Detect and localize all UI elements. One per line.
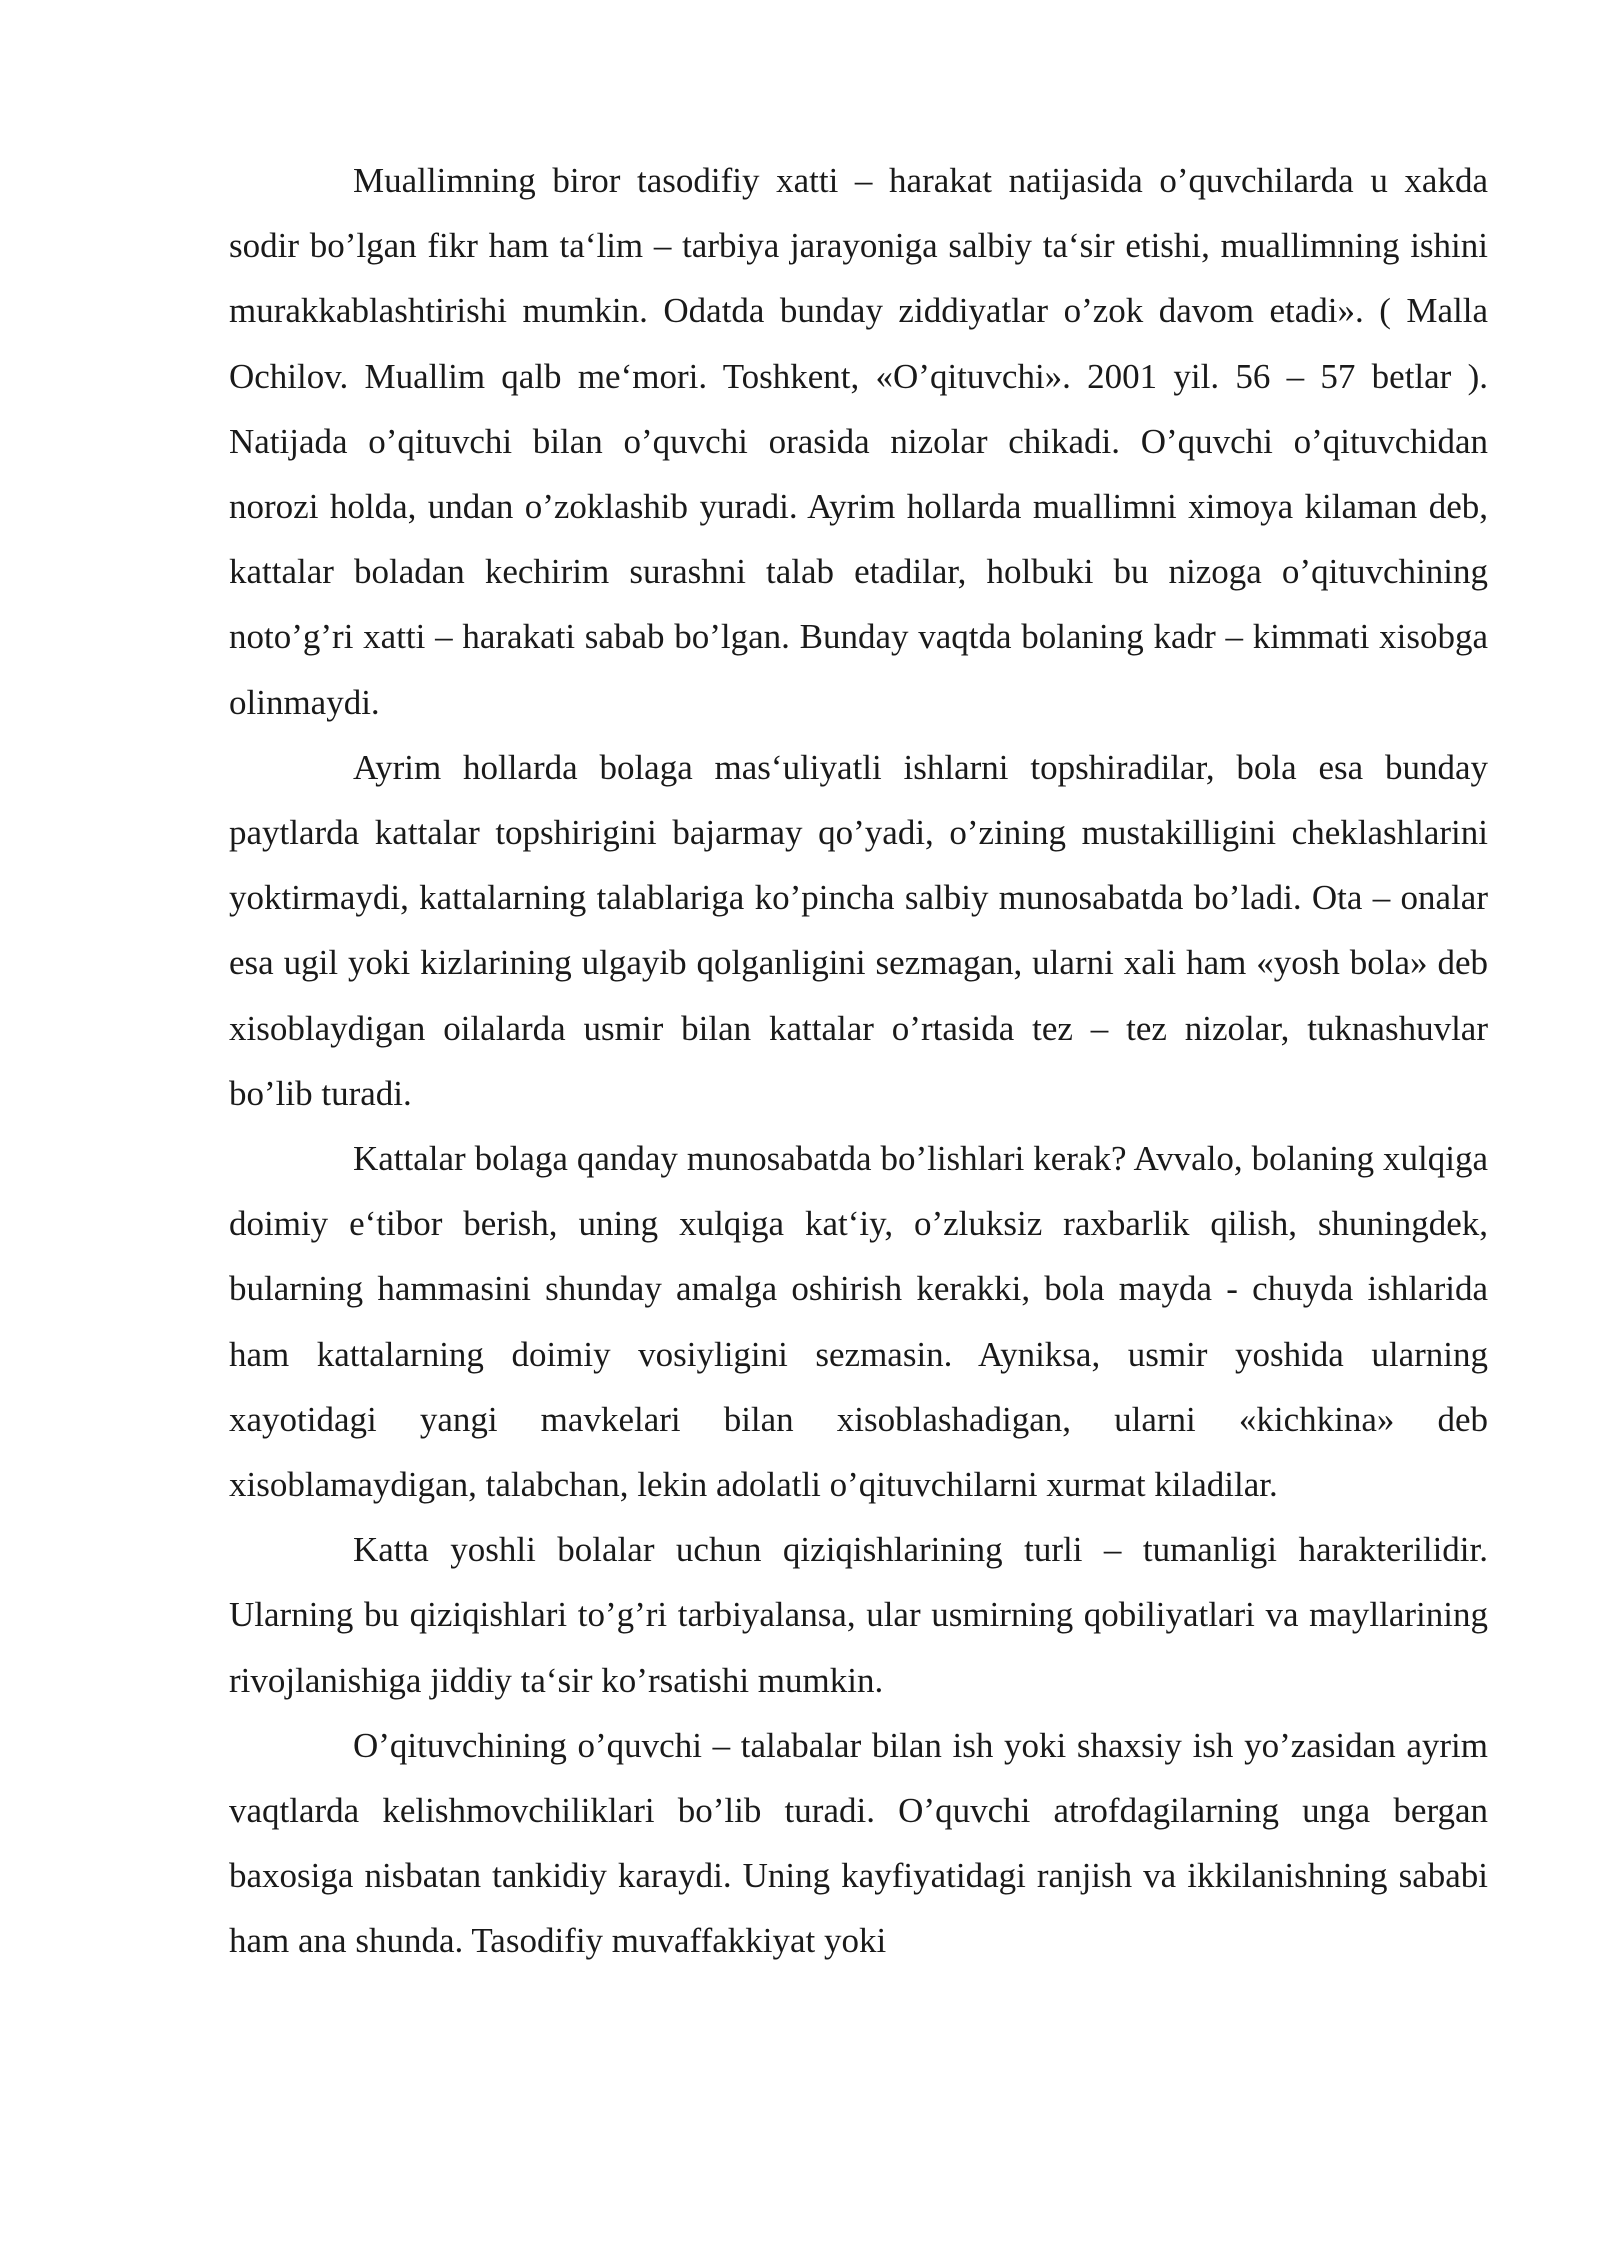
paragraph-4: Katta yoshli bolalar uchun qiziqishlarining turli – tumanligi harakterilidir. Ularning bu qiziqishlari to’g’ri tarbiyalansa, ular usmirning qobiliyatlari va mayllarining rivojlanishiga jiddiy ta‘sir ko’rsatishi mumkin. [229, 1530, 1488, 1700]
paragraph-5: O’qituvchining o’quvchi – talabalar bilan ish yoki shaxsiy ish yo’zasidan ayrim vaqtlarda kelishmovchiliklari bo’lib turadi. O’quvchi atrofdagilarning unga bergan baxosiga nisbatan tankidiy karaydi. Uning kayfiyatidagi ranjish va ikkilanishning sababi ham ana shunda. Tasodifiy muvaffakkiyat yoki [229, 1725, 1488, 1961]
paragraph-2: Ayrim hollarda bolaga mas‘uliyatli ishlarni topshiradilar, bola esa bunday paytlarda kattalar topshirigini bajarmay qo’yadi, o’zining mustakilligini cheklashlarini yoktirmaydi, kattalarning talablariga ko’pincha salbiy munosabatda bo’ladi. Ota – onalar esa ugil yoki kizlarining ulgayib qolganligini sezmagan, ularni xali ham «yosh bola» deb xisoblaydigan oilalarda usmir bilan kattalar o’rtasida tez – tez nizolar, tuknashuvlar bo’lib turadi. [229, 747, 1488, 1113]
document-body [229, 148, 1488, 1974]
paragraph-1: Muallimning biror tasodifiy xatti – harakat natijasida o’quvchilarda u xakda sodir bo’lgan fikr ham ta‘lim – tarbiya jarayoniga salbiy ta‘sir etishi, muallimning ishini murakkablashtirishi mumkin. Odatda bunday ziddiyatlar o’zok davom etadi». ( Malla Ochilov. Muallim qalb me‘mori. Toshkent, «O’qituvchi». 2001 yil. 56 – 57 betlar ). Natijada o’qituvchi bilan o’quvchi orasida nizolar chikadi. O’quvchi o’qituvchidan norozi holda, undan o’zoklashib yuradi. Ayrim hollarda muallimni ximoya kilaman deb, kattalar boladan kechirim surashni talab etadilar, holbuki bu nizoga o’qituvchining noto’g’ri xatti – harakati sabab bo’lgan. Bunday vaqtda bolaning kadr – kimmati xisobga olinmaydi. [229, 161, 1488, 722]
paragraph-3: Kattalar bolaga qanday munosabatda bo’lishlari kerak? Avvalo, bolaning xulqiga doimiy e‘tibor berish, uning xulqiga kat‘iy, o’zluksiz raxbarlik qilish, shuningdek, bularning hammasini shunday amalga oshirish kerakki, bola mayda - chuyda ishlarida ham kattalarning doimiy vosiyligini sezmasin. Ayniksa, usmir yoshida ularning xayotidagi yangi mavkelari bilan xisoblashadigan, ularni «kichkina» deb xisoblamaydigan, talabchan, lekin adolatli o’qituvchilarni xurmat kiladilar. [229, 1139, 1488, 1505]
